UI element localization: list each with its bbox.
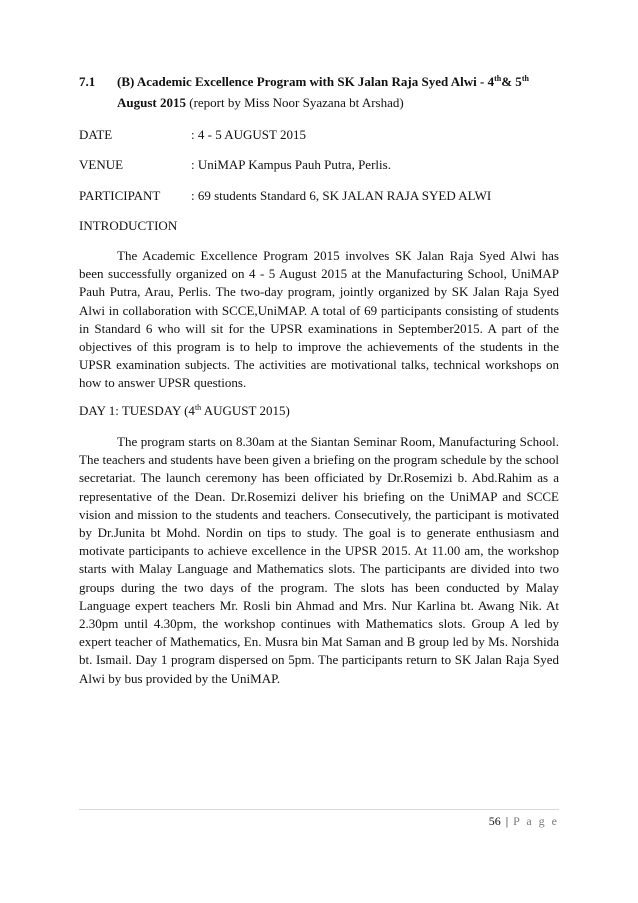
meta-label: DATE [79,127,113,142]
section-title [117,71,577,113]
meta-label: PARTICIPANT [79,188,161,203]
day1-paragraph: The program starts on 8.30am at the Siantan Seminar Room, Manufacturing School. The teachers and students have been given a briefing on the program schedule by the school secretariat. The launch ceremony has been officiated by Dr.Rosemizi b. Abd.Rahim as a representative of the Dean. Dr.Rosemizi deliver his briefing on the UniMAP and SCCE vision and mission to the students and teachers. Consecutively, the participant is motivated by Dr.Junita bt Mohd. Nordin on tips to study. The goal is to generate enthusiasm and motivate participants to achieve excellence in the UPSR 2015. At 11.00 am, the workshop starts with Malay Language and Mathematics slots. The participants are divided into two groups during the two days of the program. The slots has been conducted by Malay Language expert teachers Mr. Rosli bin Ahmad and Mrs. Nur Karlina bt. Awang Nik. At 2.30pm until 4.30pm, the workshop continues with Mathematics slots. Group A led by expert teacher of Mathematics, En. Musra bin Mat Saman and B group led by Ms. Norshida bt. Ismail. Day 1 program dispersed on 5pm. The participants return to SK Jalan Raja Syed Alwi by bus provided by the UniMAP. [79,434,559,686]
section-title-part-2: & 5 [501,74,522,89]
page-number: 56 [488,814,501,828]
section-title-part-1: (B) Academic Excellence Program with SK Jalan Raja Syed Alwi - 4 [117,74,495,89]
section-title-part-3: August 2015 [117,95,186,110]
section-title-sup-2: th [521,74,529,83]
day1-title [79,402,290,420]
page-label: P a g e [513,814,559,828]
report-by: (report by Miss Noor Syazana bt Arshad) [189,95,404,110]
section-title-sup-1: th [494,74,502,83]
introduction-paragraph: The Academic Excellence Program 2015 involves SK Jalan Raja Syed Alwi has been successfully organized on 4 - 5 August 2015 at the Manufacturing School, UniMAP Pauh Putra, Arau, Perlis. The two-day program, jointly organized by SK Jalan Raja Syed Alwi in collaboration with SCCE,UniMAP. A total of 69 participants consisting of students in Standard 6 who will sit for the UPSR examinations in September2015. A part of the objectives of this program is to help to improve the achievements of the students in the UPSR examination subjects. The activities are motivational talks, technical workshops on how to answer UPSR questions. [79,248,559,391]
footer-separator: | [505,814,509,828]
day1-title-suffix: AUGUST 2015) [201,403,290,418]
day1-title-prefix: DAY 1: TUESDAY (4 [79,403,195,418]
day1-title-sup: th [194,403,202,412]
meta-label: VENUE [79,157,124,172]
introduction-title: INTRODUCTION [79,218,178,233]
page-footer [489,813,559,829]
meta-value: : 69 students Standard 6, SK JALAN RAJA SYED ALWI [191,188,492,203]
section-number: 7.1 [79,74,96,89]
meta-value: : UniMAP Kampus Pauh Putra, Perlis. [191,157,391,172]
meta-value: : 4 - 5 AUGUST 2015 [191,127,306,142]
footer-divider [79,809,559,810]
